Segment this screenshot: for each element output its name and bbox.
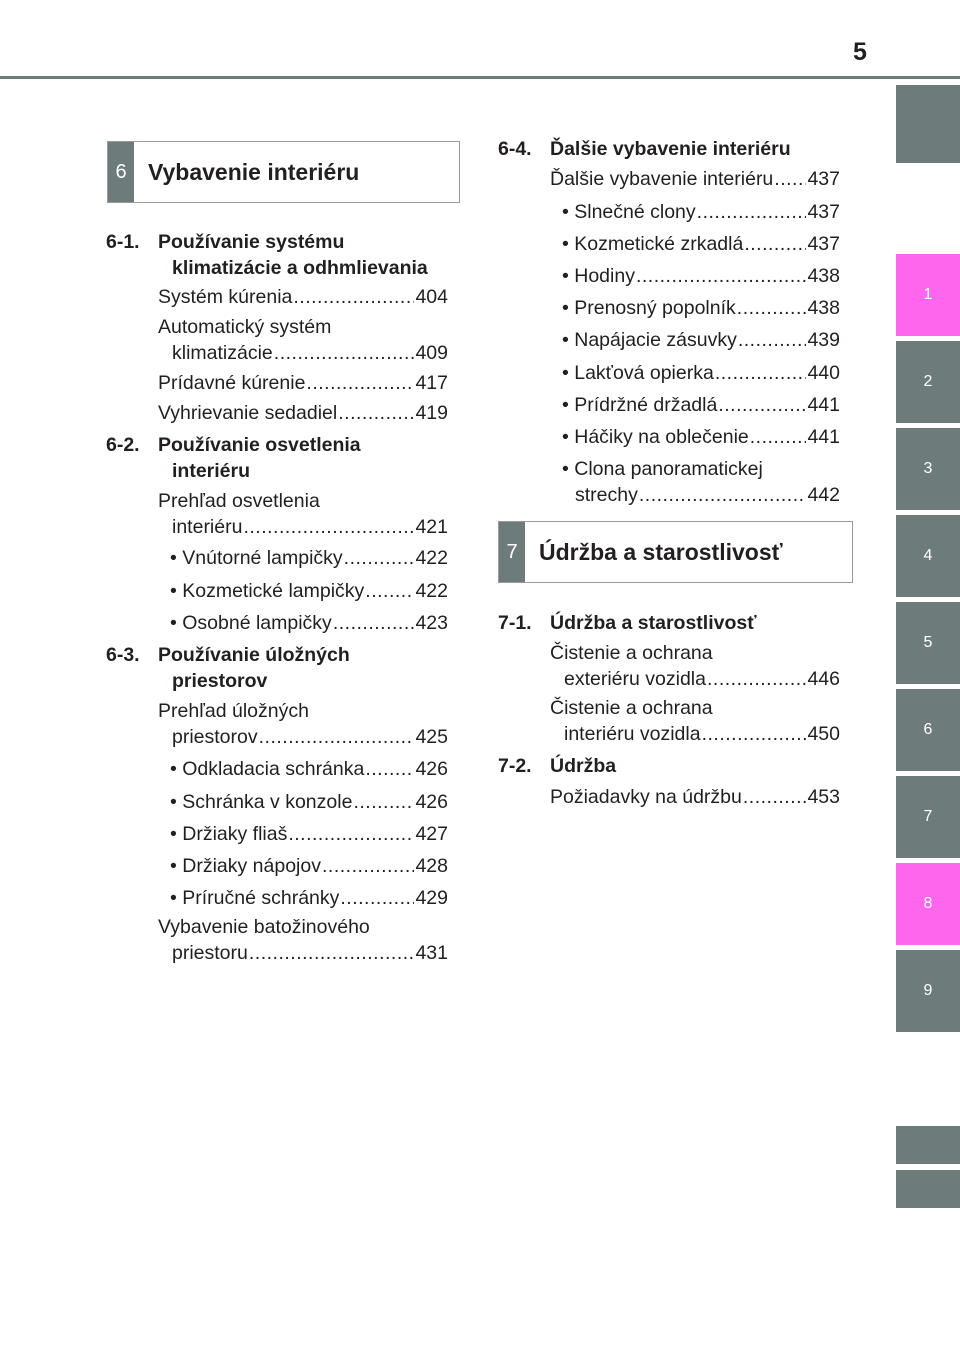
chapter-7-header <box>498 521 853 583</box>
toc-entry-line1[interactable]: Automatický systém <box>158 316 332 338</box>
toc-entry[interactable]: • Kozmetické zrkadlá ..... 437 <box>562 231 840 257</box>
toc-entry-line1[interactable]: Prehľad úložných <box>158 700 309 722</box>
toc-entry[interactable]: priestorov ..... 425 <box>172 724 448 750</box>
chapter-title: Údržba a starostlivosť <box>539 538 783 565</box>
toc-entry[interactable]: • Prídržné držadlá ..... 441 <box>562 392 840 418</box>
page-number: 5 <box>853 38 867 66</box>
side-tab-2[interactable]: 2 <box>896 341 960 423</box>
toc-entry[interactable]: • Prenosný popolník ..... 438 <box>562 295 840 321</box>
section-6-2-heading[interactable]: 6-2. Používanie osvetlenia interiéru <box>106 434 361 482</box>
side-tab-index-2[interactable] <box>896 1170 960 1208</box>
toc-entry[interactable]: • Napájacie zásuvky ..... 439 <box>562 327 840 353</box>
toc-entry[interactable]: exteriéru vozidla ..... 446 <box>564 666 840 692</box>
toc-entry[interactable]: Ďalšie vybavenie interiéru ..... 437 <box>550 166 840 192</box>
chapter-number: 6 <box>108 142 134 202</box>
side-tab-8[interactable]: 8 <box>896 863 960 945</box>
toc-entry-line1[interactable]: Prehľad osvetlenia <box>158 490 320 512</box>
toc-entry[interactable]: Požiadavky na údržbu ..... 453 <box>550 784 840 810</box>
toc-entry[interactable]: priestoru ..... 431 <box>172 940 448 966</box>
side-tab-3[interactable]: 3 <box>896 428 960 510</box>
toc-entry[interactable]: interiéru ..... 421 <box>172 514 448 540</box>
toc-entry[interactable]: klimatizácie ..... 409 <box>172 340 448 366</box>
chapter-6-header <box>107 141 460 203</box>
toc-entry-line1[interactable]: Vybavenie batožinového <box>158 916 370 938</box>
side-tab-6[interactable]: 6 <box>896 689 960 771</box>
toc-entry-line1[interactable]: • Clona panoramatickej <box>562 458 763 480</box>
toc-entry[interactable]: • Hodiny ..... 438 <box>562 263 840 289</box>
toc-entry-line1[interactable]: Čistenie a ochrana <box>550 642 713 664</box>
section-7-2-heading[interactable]: 7-2. Údržba <box>498 755 617 777</box>
toc-entry[interactable]: • Lakťová opierka ..... 440 <box>562 360 840 386</box>
section-6-4-heading[interactable]: 6-4. Ďalšie vybavenie interiéru <box>498 138 791 160</box>
side-tab-5[interactable]: 5 <box>896 602 960 684</box>
toc-entry[interactable]: • Príručné schránky ..... 429 <box>170 885 448 911</box>
toc-entry[interactable]: • Schránka v konzole ..... 426 <box>170 789 448 815</box>
side-tab-index-1[interactable] <box>896 1126 960 1164</box>
toc-entry[interactable]: • Kozmetické lampičky ..... 422 <box>170 578 448 604</box>
header-rule <box>0 76 960 79</box>
chapter-title: Vybavenie interiéru <box>148 158 360 185</box>
toc-entry[interactable]: • Odkladacia schránka ..... 426 <box>170 756 448 782</box>
toc-entry[interactable]: interiéru vozidla ..... 450 <box>564 721 840 747</box>
toc-entry-line1[interactable]: Čistenie a ochrana <box>550 697 713 719</box>
side-tab-7[interactable]: 7 <box>896 776 960 858</box>
side-tab-4[interactable]: 4 <box>896 515 960 597</box>
toc-entry[interactable]: • Držiaky nápojov ..... 428 <box>170 853 448 879</box>
toc-entry[interactable]: • Osobné lampičky ..... 423 <box>170 610 448 636</box>
toc-entry[interactable]: • Držiaky fliaš ..... 427 <box>170 821 448 847</box>
side-tab-1[interactable]: 1 <box>896 254 960 336</box>
section-7-1-heading[interactable]: 7-1. Údržba a starostlivosť <box>498 612 757 634</box>
toc-entry[interactable]: Vyhrievanie sedadiel ..... 419 <box>158 400 448 426</box>
section-6-1-heading[interactable]: 6-1. Používanie systému klimatizácie a odhmlievania <box>106 231 428 279</box>
toc-entry[interactable]: Systém kúrenia ..... 404 <box>158 284 448 310</box>
side-tab-contents[interactable] <box>896 85 960 163</box>
toc-entry[interactable]: • Slnečné clony ..... 437 <box>562 199 840 225</box>
toc-entry[interactable]: • Háčiky na oblečenie ..... 441 <box>562 424 840 450</box>
side-tab-9[interactable]: 9 <box>896 950 960 1032</box>
toc-entry[interactable]: Prídavné kúrenie ..... 417 <box>158 370 448 396</box>
section-6-3-heading[interactable]: 6-3. Používanie úložných priestorov <box>106 644 350 692</box>
chapter-number: 7 <box>499 522 525 582</box>
toc-entry[interactable]: strechy ..... 442 <box>575 482 840 508</box>
toc-entry[interactable]: • Vnútorné lampičky ..... 422 <box>170 545 448 571</box>
